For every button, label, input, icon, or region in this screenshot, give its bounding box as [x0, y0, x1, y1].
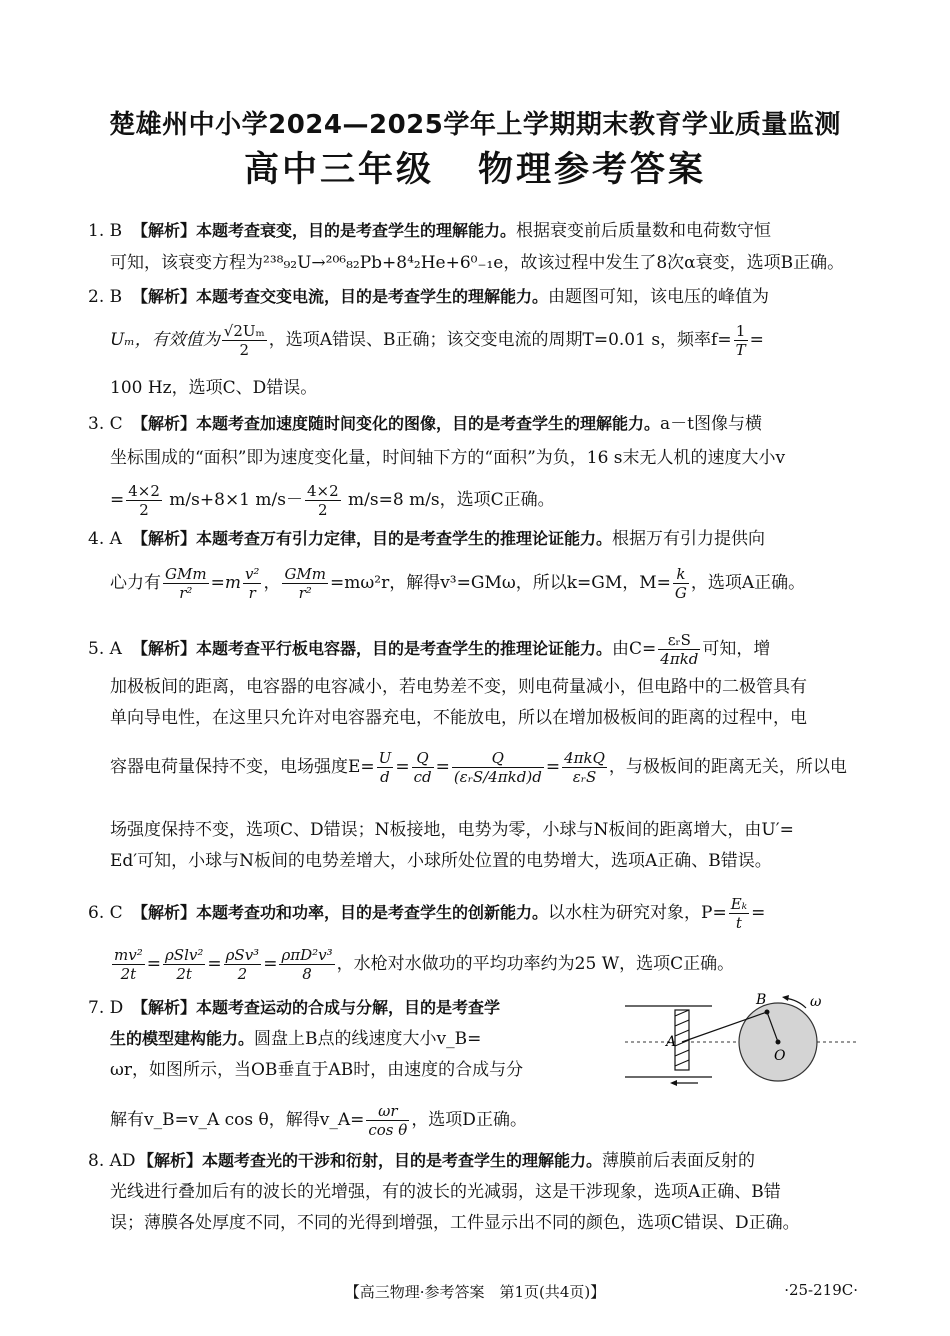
fig-point-o	[776, 1040, 781, 1045]
q6-f2-num: ρSlv²	[164, 946, 204, 964]
q6-fraction-3	[224, 946, 262, 983]
q2-line2	[110, 322, 860, 359]
q8-line1	[88, 1149, 860, 1173]
q3-lead: 本题考查加速度随时间变化的图像，目的是考查学生的理解能力。	[196, 414, 661, 433]
q4-f1-num: GMm	[165, 565, 207, 583]
q6-p-num: Eₖ	[730, 895, 748, 913]
q4-fraction-3	[282, 565, 328, 602]
q6-f4-num: ρπD²v³	[281, 946, 333, 964]
q5-capacitance-fraction	[658, 631, 700, 668]
q5-e4-den: εᵣS	[572, 768, 597, 786]
q5-line3: 单向导电性，在这里只允许对电容器充电，不能放电，所以在增加极板间的距离的过程中，电	[110, 708, 807, 728]
q6-tag: 【解析】	[132, 903, 197, 922]
fig-label-o: O	[774, 1048, 786, 1064]
q2-freq-den: T	[735, 341, 746, 359]
q8-line2: 光线进行叠加后有的波长的光增强，有的波长的光减弱，这是干涉现象，选项A正确、B错	[110, 1182, 781, 1202]
q7-lead1: 本题考查运动的合成与分解，目的是考查学	[196, 998, 501, 1017]
q6-eq3: =	[263, 954, 278, 974]
q5-text1: 由C=	[612, 639, 657, 659]
q2-frac-den: 2	[239, 341, 250, 359]
q4-text1: 根据万有引力提供向	[612, 529, 766, 549]
fig-velocity-arrowhead	[670, 1080, 677, 1086]
q6-f3-num: ρSv³	[225, 946, 260, 964]
q3-fraction-2	[305, 482, 341, 519]
q2-frac-num: √2Uₘ	[223, 322, 265, 340]
q6-text1b: =	[751, 903, 766, 923]
q1-tag: 【解析】	[132, 221, 197, 240]
footer-code: ·25-219C·	[784, 1281, 858, 1299]
exam-subtitle	[0, 142, 950, 192]
q4-tag: 【解析】	[132, 529, 197, 548]
q3-line3	[110, 482, 860, 519]
q5-line2: 加极板间的距离，电容器的电容减小，若电势差不变，则电荷量减小，但电路中的二极管具有	[110, 677, 807, 697]
q4-text2a: 心力有	[110, 573, 161, 593]
q4-fraction-2	[243, 565, 262, 602]
q6-fraction-1	[112, 946, 145, 983]
q3-line1	[88, 412, 860, 436]
fig-label-a: A	[666, 1034, 677, 1050]
q4-f3-num: GMm	[284, 565, 327, 583]
subtitle-grade: 高中三年级	[243, 150, 434, 190]
q8-number: 8. AD	[88, 1151, 136, 1171]
q4-eq1: =m	[210, 573, 241, 593]
q6-text2: ，水枪对水做功的平均功率约为25 W，选项C正确。	[336, 954, 735, 974]
q8-text1: 薄膜前后表面反射的	[602, 1151, 756, 1171]
q3-line2: 坐标围成的“面积”即为速度变化量，时间轴下方的“面积”为负，16 s末无人机的速度大小v	[110, 448, 786, 468]
q7-text1: 圆盘上B点的线速度大小v_B=	[254, 1029, 482, 1049]
q4-line1	[88, 527, 860, 551]
q6-eq1: =	[146, 954, 161, 974]
subtitle-subject: 物理参考答案	[478, 150, 707, 190]
q4-f1-den: r²	[179, 584, 193, 602]
q6-f2-den: 2t	[176, 965, 192, 983]
q7-tag: 【解析】	[132, 998, 197, 1017]
exam-title: 楚雄州中小学2024—2025学年上学期期末教育学业质量监测	[109, 110, 841, 140]
q4-line2	[110, 565, 860, 602]
q5-lead: 本题考查平行板电容器，目的是考查学生的推理论证能力。	[196, 639, 613, 658]
q5-e-eq3: =	[545, 757, 561, 777]
q5-text4b: ，与极板间的距离无关，所以电	[608, 757, 847, 777]
q7-line1	[88, 996, 568, 1020]
q4-text3: ，选项A正确。	[690, 573, 806, 593]
q5-line4	[110, 749, 860, 786]
fig-label-b: B	[756, 992, 767, 1008]
q2-freq-fraction	[734, 322, 748, 359]
q6-line1	[88, 895, 860, 932]
q5-e-fraction-2	[412, 749, 434, 786]
q6-fraction-2	[163, 946, 205, 983]
q6-text1: 以水柱为研究对象，P=	[548, 903, 727, 923]
fig-omega-arrowhead	[782, 995, 789, 1001]
q2-text1: 由题图可知，该电压的峰值为	[548, 287, 770, 307]
q5-e1-num: U	[378, 749, 392, 767]
q1-line2: 可知，该衰变方程为²³⁸₉₂U→²⁰⁶₈₂Pb+8⁴₂He+6⁰₋₁e，故该过程中发生了8次α衰变，选项B正确。	[110, 253, 845, 273]
q5-text1b: 可知，增	[702, 639, 771, 659]
q7-f-num: ωr	[366, 1102, 409, 1121]
q5-e2-num: Q	[412, 749, 434, 768]
q5-e-fraction-4	[562, 749, 607, 786]
q5-e-eq1: =	[395, 757, 410, 777]
q4-f4-den: G	[674, 584, 687, 602]
q3-eq: =	[110, 490, 125, 510]
q3-text3: m/s=8 m/s，选项C正确。	[342, 490, 555, 510]
q2-um: Uₘ，有效值为	[110, 330, 220, 350]
q3-f1-num: 4×2	[128, 482, 160, 500]
q5-line6: Ed′可知，小球与N板间的电势差增大，小球所处位置的电势增大，选项A正确、B错误。	[110, 851, 772, 871]
q4-f4-num: k	[673, 565, 689, 584]
q5-e-eq2: =	[435, 757, 450, 777]
q7-text3b: ，选项D正确。	[411, 1110, 527, 1130]
q5-e3-den: (εᵣS/4πkd)d	[453, 768, 542, 786]
q4-f2-den: r	[248, 584, 256, 602]
q2-text2: ，选项A错误、B正确；该交变电流的周期T=0.01 s，频率f=	[268, 330, 732, 350]
q6-p-den: t	[735, 914, 742, 932]
q3-tag: 【解析】	[132, 414, 197, 433]
q5-number: 5. A	[88, 639, 122, 659]
q8-tag: 【解析】	[138, 1151, 203, 1170]
fig-label-omega: ω	[810, 994, 822, 1010]
q2-lead: 本题考查交变电流，目的是考查学生的理解能力。	[196, 287, 549, 306]
q1-text1: 根据衰变前后质量数和电荷数守恒	[516, 221, 772, 241]
q5-e3-num: Q	[452, 749, 544, 768]
q6-f1-num: mv²	[114, 946, 143, 964]
q6-f3-den: 2	[237, 965, 248, 983]
q5-e1-den: d	[380, 768, 390, 786]
footer-page-info: 【高三物理·参考答案 第1页(共4页)】	[344, 1283, 606, 1301]
q5-e2-den: cd	[413, 768, 432, 786]
q6-fraction-4	[279, 946, 334, 983]
q8-line3: 误；薄膜各处厚度不同，不同的光得到增强，工件显示出不同的颜色，选项C错误、D正确。	[110, 1213, 800, 1233]
q4-fraction-4	[673, 565, 689, 602]
q4-f3-den: r²	[298, 584, 312, 602]
q3-f2-den: 2	[318, 501, 328, 519]
q6-line2	[110, 946, 860, 983]
q3-text1: a－t图像与横	[660, 414, 762, 434]
q1-lead: 本题考查衰变，目的是考查学生的理解能力。	[196, 221, 517, 240]
q5-line5: 场强度保持不变，选项C、D错误；N板接地，电势为零，小球与N板间的距离增大，由U′=	[110, 820, 794, 840]
q5-c-num: εᵣS	[658, 631, 700, 650]
q4-sep: ，	[263, 573, 281, 593]
q5-text4a: 容器电荷量保持不变，电场强度E=	[110, 757, 375, 777]
q3-f1-den: 2	[139, 501, 149, 519]
q1-number: 1. B	[88, 221, 123, 241]
q6-eq2: =	[207, 954, 222, 974]
q4-number: 4. A	[88, 529, 122, 549]
q4-f2-num: v²	[244, 565, 260, 583]
q7-fraction	[366, 1102, 409, 1139]
q5-line1	[88, 631, 860, 668]
q5-tag: 【解析】	[132, 639, 197, 658]
q7-number: 7. D	[88, 998, 124, 1018]
q2-tag: 【解析】	[132, 287, 197, 306]
q6-f4-den: 8	[302, 965, 312, 983]
q2-line3: 100 Hz，选项C、D错误。	[110, 378, 318, 398]
q1-line1	[88, 219, 860, 243]
q6-power-fraction	[729, 895, 749, 932]
q2-line1	[88, 285, 860, 309]
q3-fraction-1	[126, 482, 162, 519]
q5-e-fraction-1	[377, 749, 394, 786]
fig-point-b	[765, 1010, 770, 1015]
q6-f1-den: 2t	[120, 965, 137, 983]
q5-c-den: 4πkd	[660, 650, 699, 668]
q7-line3: ωr，如图所示，当OB垂直于AB时，由速度的合成与分	[110, 1060, 524, 1080]
q3-mid: m/s+8×1 m/s－	[163, 490, 303, 510]
q4-lead: 本题考查万有引力定律，目的是考查学生的推理论证能力。	[196, 529, 613, 548]
q7-lead2: 生的模型建构能力。	[110, 1029, 255, 1048]
q4-eq2: =mω²r，解得v³=GMω，所以k=GM，M=	[330, 573, 671, 593]
q4-fraction-1	[163, 565, 209, 602]
q2-freq-num: 1	[734, 322, 748, 341]
q2-text3: =	[749, 330, 764, 350]
q6-lead: 本题考查功和功率，目的是考查学生的创新能力。	[196, 903, 549, 922]
q3-number: 3. C	[88, 414, 123, 434]
q2-effective-fraction	[222, 322, 267, 359]
disk-slider-figure	[600, 990, 860, 1090]
q7-line4	[110, 1102, 860, 1139]
q5-e4-num: 4πkQ	[564, 749, 605, 767]
q5-e-fraction-3	[452, 749, 544, 786]
q7-text3a: 解有v_B=v_A cos θ，解得v_A=	[110, 1110, 365, 1130]
q6-number: 6. C	[88, 903, 123, 923]
q8-lead: 本题考查光的干涉和衍射，目的是考查学生的理解能力。	[202, 1151, 603, 1170]
q7-line2	[110, 1027, 560, 1051]
q2-number: 2. B	[88, 287, 123, 307]
q3-f2-num: 4×2	[306, 482, 339, 500]
q7-f-den: cos θ	[368, 1121, 408, 1139]
